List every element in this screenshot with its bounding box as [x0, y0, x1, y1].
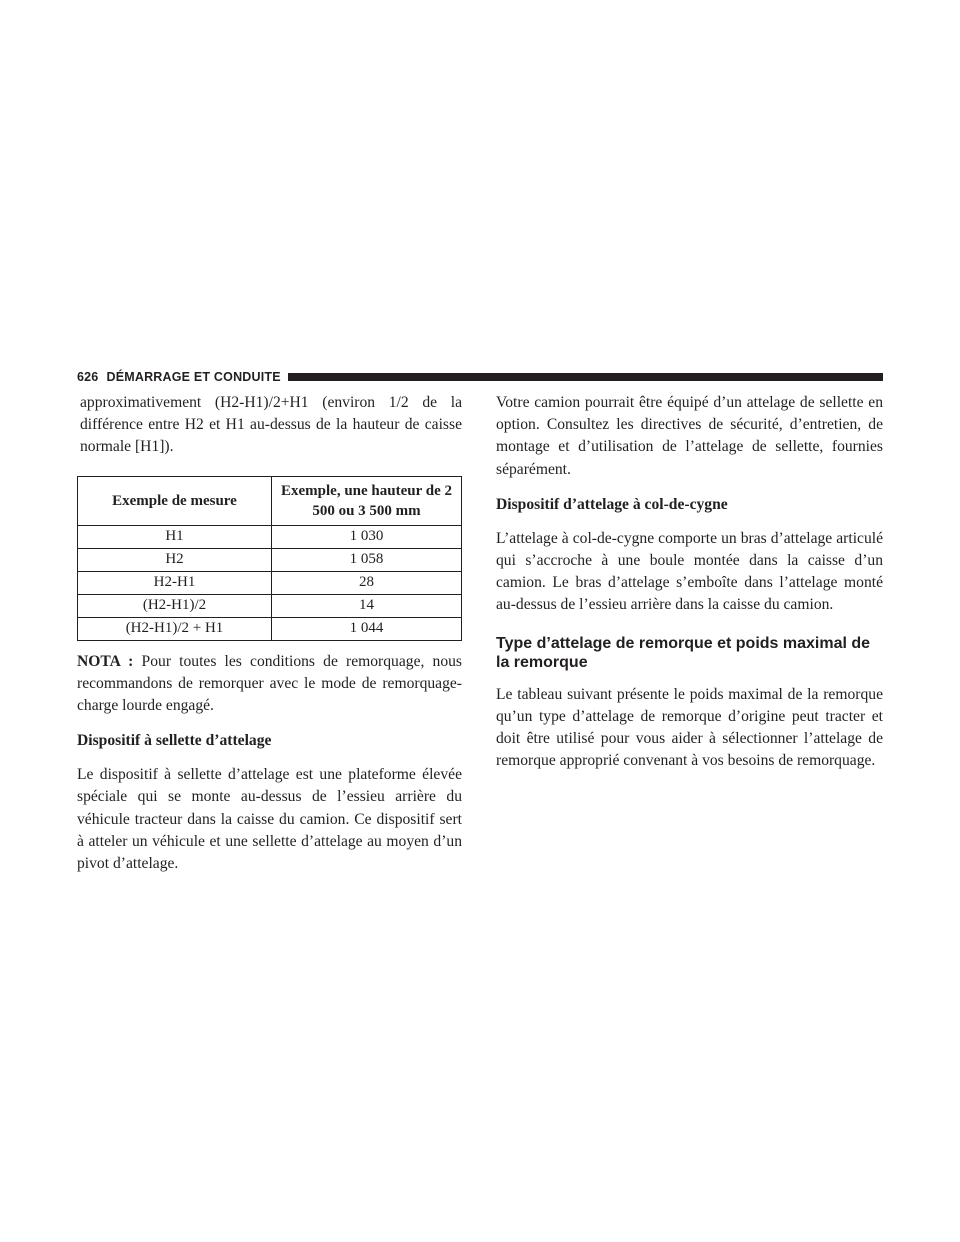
header-rule: [288, 373, 883, 381]
fifth-wheel-option-paragraph: Votre camion pourrait être équipé d’un attelage de sellette en option. Consultez les directives de sécurité, d’entretien, de montage et d’utilisation de l’attelage de sellette, fournies séparément.: [496, 394, 883, 478]
nota-label: NOTA :: [77, 652, 134, 670]
hitch-type-heading: Type d’attelage de remorque et poids maximal de la remorque: [496, 634, 871, 671]
table-header-cell: Exemple de mesure: [78, 476, 272, 525]
table-cell: 14: [272, 594, 462, 617]
nota-text: Pour toutes les conditions de remorquage, nous recommandons de remorquer avec le mode de remorquage-charge lourde engagé.: [77, 652, 462, 715]
nota-paragraph: [77, 651, 462, 718]
hitch-type-paragraph: Le tableau suivant présente le poids maximal de la remorque qu’un type d’attelage de remorque d’origine peut tracter et doit être utilisé pour vous aider à sélectionner l’attelage de remorque approprié convenant à vos besoins de remorquage.: [496, 685, 883, 770]
intro-paragraph: approximativement (H2-H1)/2+H1 (environ 1/2 de la différence entre H2 et H1 au-dessus de la hauteur de caisse normale [H1]).: [80, 394, 462, 456]
table-cell: (H2-H1)/2: [78, 594, 272, 617]
table-cell: (H2-H1)/2 + H1: [78, 617, 272, 640]
table-row: [78, 571, 462, 594]
page-header: [77, 368, 883, 386]
table-cell: 1 058: [272, 548, 462, 571]
table-cell: H1: [78, 525, 272, 548]
table-header-row: [78, 476, 462, 525]
table-row: [78, 617, 462, 640]
gooseneck-heading: Dispositif d’attelage à col-de-cygne: [496, 495, 728, 513]
table-row: [78, 594, 462, 617]
table-cell: 1 030: [272, 525, 462, 548]
table-row: [78, 525, 462, 548]
table-cell: 28: [272, 571, 462, 594]
table-row: [78, 548, 462, 571]
fifth-wheel-heading: Dispositif à sellette d’attelage: [77, 732, 272, 750]
table-cell: H2: [78, 548, 272, 571]
left-column: [77, 392, 462, 875]
table-cell: H2-H1: [78, 571, 272, 594]
gooseneck-paragraph: L’attelage à col-de-cygne comporte un bras d’attelage articulé qui s’accroche à une boule montée dans la caisse d’un camion. Le bras d’attelage s’emboîte dans l’attelage monté au-dessus de l’essieu arrière dans la caisse du camion.: [496, 529, 883, 614]
page-number: 626: [77, 370, 99, 384]
measurement-table: [77, 476, 462, 641]
table-cell: 1 044: [272, 617, 462, 640]
section-title: DÉMARRAGE ET CONDUITE: [106, 370, 281, 384]
fifth-wheel-paragraph: Le dispositif à sellette d’attelage est une plateforme élevée spéciale qui se monte au-dessus de l’essieu arrière du véhicule tracteur dans la caisse du camion. Ce dispositif sert à atteler un véhicule et une sellette d’attelage au moyen d’un pivot d’attelage.: [77, 766, 462, 873]
table-header-cell: Exemple, une hauteur de 2 500 ou 3 500 mm: [272, 476, 462, 525]
right-column: [496, 392, 883, 772]
